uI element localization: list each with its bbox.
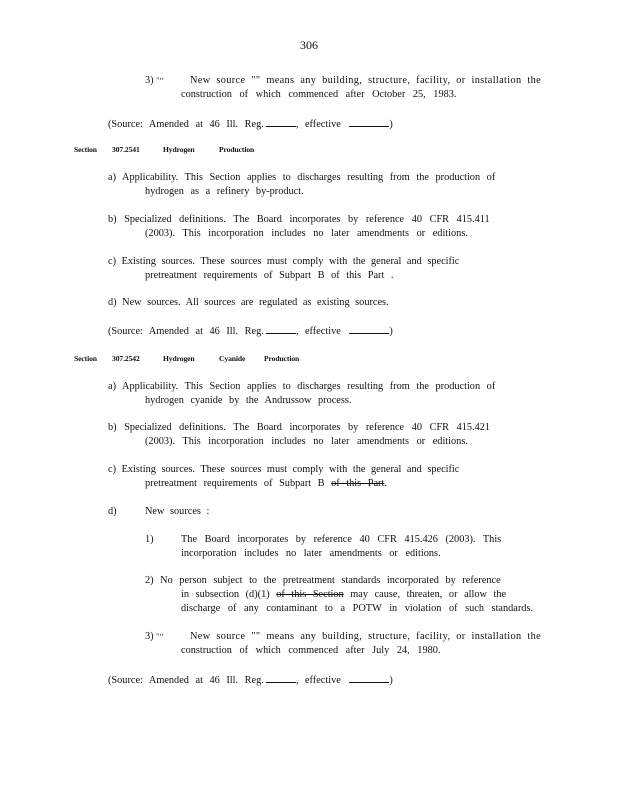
- item-3-label: 3) "‘‘: [145, 75, 165, 86]
- s2542-c-line1: c) Existing sources. These sources must comply with the general and specific: [108, 464, 460, 475]
- document-page: 306 3) "‘‘ New source "" means any building, structure, facility, or installation the construction of which commenced after October 25, 1983. (Source: Amended at 46 Ill. Reg. , effective ) Section 307.2541 Hydrogen Production a) Applicability. This Section applies to discharges resulting from the production of hydrogen as a refinery by-product. b) Specialized definitions. The Board incorporates by reference 40 CFR 415.411 (2003). This incorporation includes no later amendments or editions. c) Existing sources. These sources must comply with the general and specific pretreatment requirements of Subpart B of this Part . d) New sources. All sources are regulated as existing sources. (Source: Amended at 46 Ill. Reg. , effective ) Section 307.2542 Hydrogen Cyanide Production a) Applicability. This Section applies to discharges resulting from the production of hydrogen cyanide by the Andrussow process. b) Specialized definitions. The Board incorporates by reference 40 CFR 415.421 (2003). This incorporation includes no later amendments or editions. c) Existing sources. These sources must comply with the general and specific pretreatment requirements of Subpart B of this Part. d) New sources : 1) The Board incorporates by reference 40 CFR 415.426 (2003). This incorporation includes no later amendments or editions. 2) No person subject to the pretreatment standards incorporated by reference in subsection (d)(1) of this Section may cause, threaten, or allow the discharge of any contaminant to a POTW in violation of such standards. 3) "‘‘ New source "" means any building, structure, facility, or installation the construction of which commenced after July 24, 1980. (Source: Amended at 46 Ill. Reg. , effective ): [0, 0, 618, 800]
- s2542-d1-line2: incorporation includes no later amendments or editions.: [181, 548, 441, 559]
- s2542-d1-line1: The Board incorporates by reference 40 CFR 415.426 (2003). This: [181, 534, 502, 545]
- source-note: (Source: Amended at 46 Ill. Reg. , effective ): [108, 116, 393, 132]
- source-note: (Source: Amended at 46 Ill. Reg. , effective ): [108, 323, 393, 339]
- s2542-d2-line3: discharge of any contaminant to a POTW in violation of such standards.: [181, 603, 534, 614]
- s2542-d2-line2: in subsection (d)(1) of this Section may cause, threaten, or allow the: [181, 589, 507, 600]
- s2542-d2-line1: 2) No person subject to the pretreatment standards incorporated by reference: [145, 575, 501, 586]
- struck-text: of this Part: [331, 478, 385, 489]
- s2542-d3-label: 3) "‘‘: [145, 631, 165, 642]
- s2542-a-line1: a) Applicability. This Section applies to discharges resulting from the production of: [108, 381, 496, 392]
- s2542-b-line1: b) Specialized definitions. The Board incorporates by reference 40 CFR 415.421: [108, 422, 491, 433]
- blank-line: [349, 323, 389, 334]
- item-3-line2: construction of which commenced after October 25, 1983.: [181, 89, 457, 100]
- s2542-d3-line1: New source "" means any building, structure, facility, or installation the: [190, 631, 542, 642]
- s2541-b-line2: (2003). This incorporation includes no later amendments or editions.: [145, 228, 468, 239]
- s2541-d-line1: d) New sources. All sources are regulated as existing sources.: [108, 297, 389, 308]
- s2542-b-line2: (2003). This incorporation includes no later amendments or editions.: [145, 436, 468, 447]
- blank-line: [266, 672, 296, 683]
- s2542-c-line2: pretreatment requirements of Subpart B of this Part.: [145, 478, 387, 489]
- s2542-d3-line2: construction of which commenced after July 24, 1980.: [181, 645, 441, 656]
- blank-line: [266, 116, 296, 127]
- blank-line: [266, 323, 296, 334]
- blank-line: [349, 672, 389, 683]
- source-note: (Source: Amended at 46 Ill. Reg. , effective ): [108, 672, 393, 688]
- item-3-line1: New source "" means any building, structure, facility, or installation the: [190, 75, 542, 86]
- s2542-d-text: New sources :: [145, 506, 210, 517]
- s2542-d-label: d): [108, 506, 117, 517]
- s2541-c-line1: c) Existing sources. These sources must comply with the general and specific: [108, 256, 460, 267]
- blank-line: [349, 116, 389, 127]
- s2542-d1-label: 1): [145, 534, 154, 545]
- s2541-a-line1: a) Applicability. This Section applies to discharges resulting from the production of: [108, 172, 496, 183]
- s2541-a-line2: hydrogen as a refinery by-product.: [145, 186, 304, 197]
- s2541-b-line1: b) Specialized definitions. The Board incorporates by reference 40 CFR 415.411: [108, 214, 490, 225]
- page-number: 306: [300, 38, 318, 52]
- s2541-c-line2: pretreatment requirements of Subpart B of this Part .: [145, 270, 394, 281]
- s2542-a-line2: hydrogen cyanide by the Andrussow process.: [145, 395, 352, 406]
- struck-text: of this Section: [276, 589, 344, 600]
